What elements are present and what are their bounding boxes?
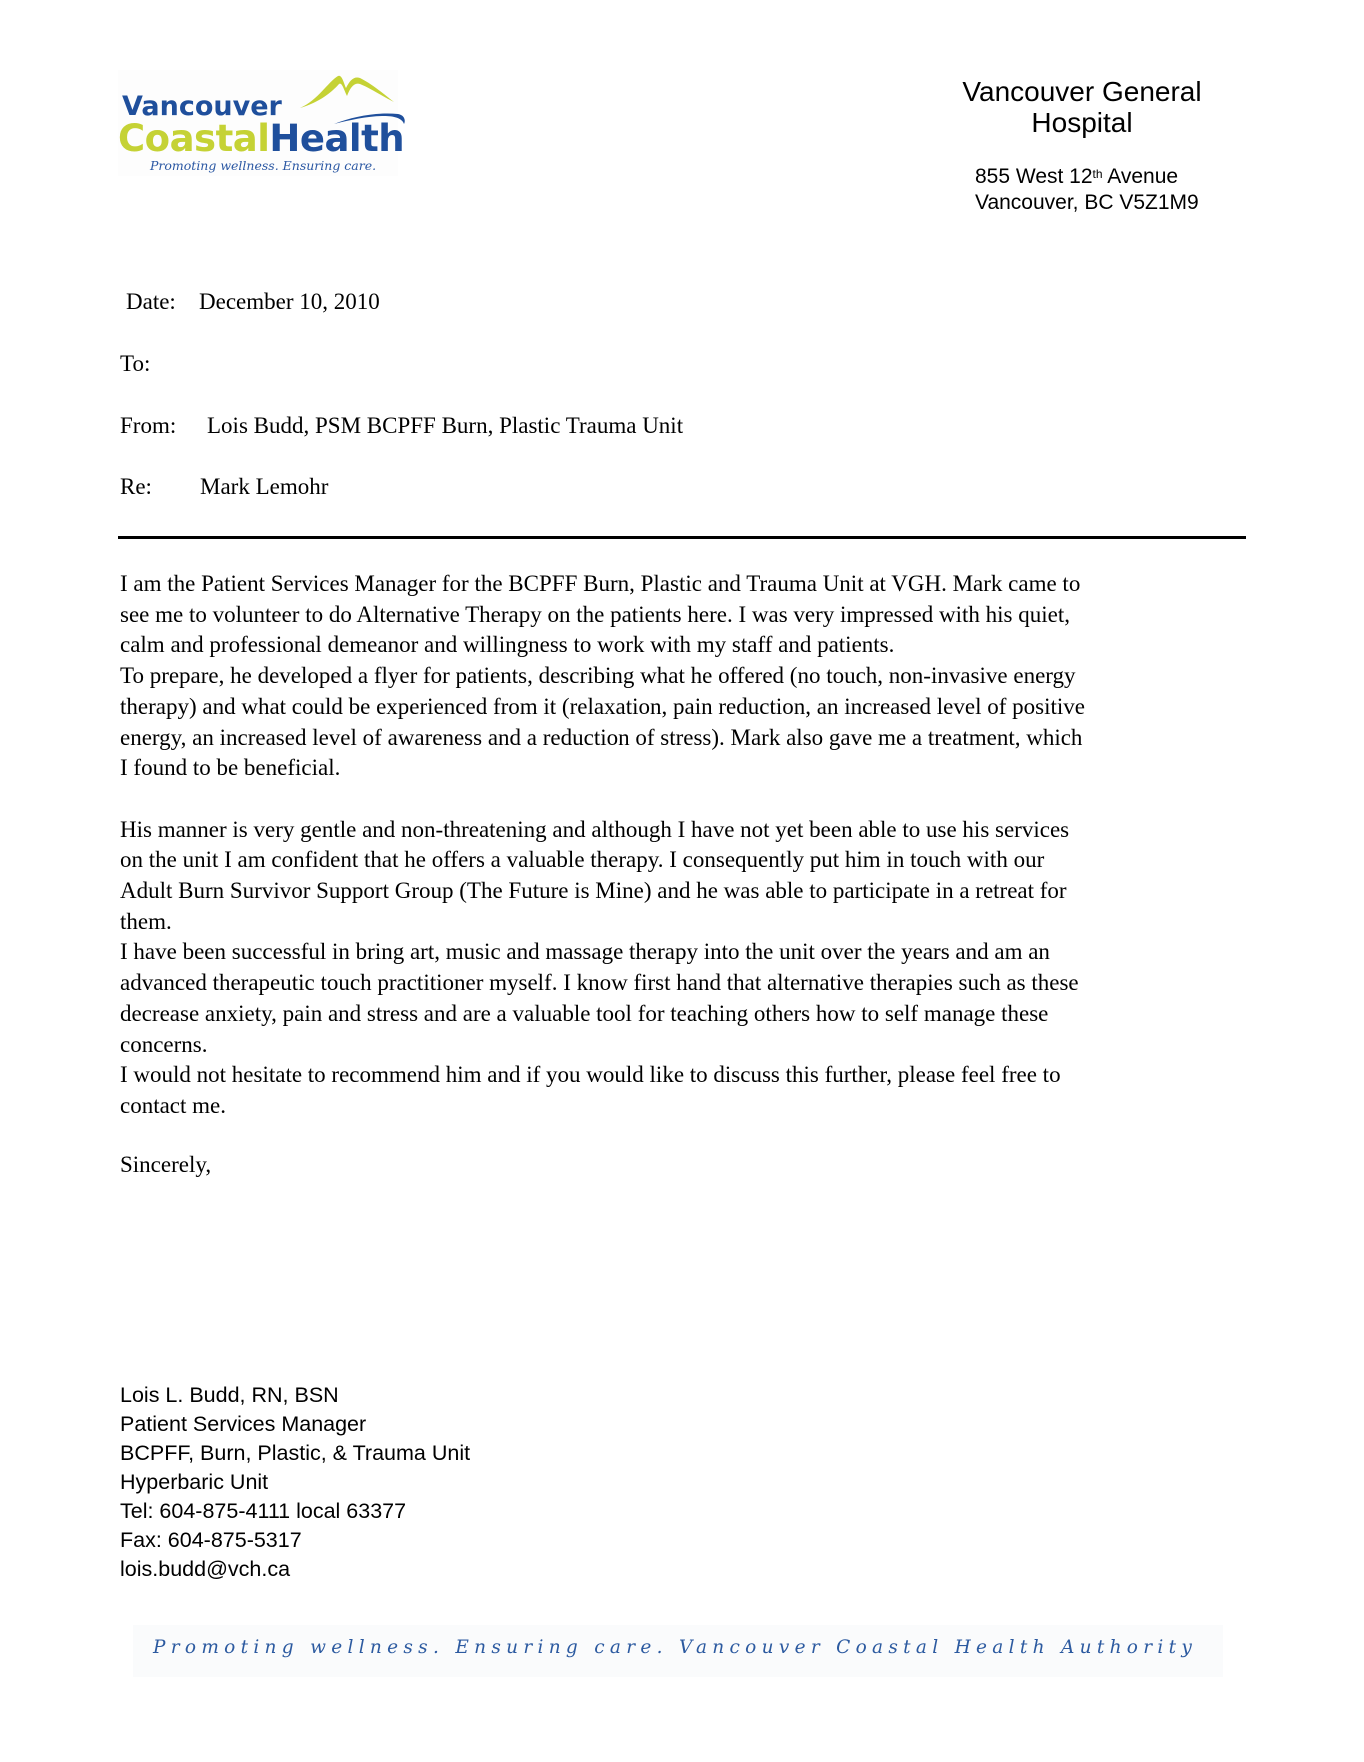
signature-unit-2: Hyperbaric Unit [120,1470,269,1494]
header-divider [118,536,1246,539]
signature-tel: Tel: 604-875-4111 local 63377 [120,1499,407,1523]
memo-date-row [126,289,380,315]
re-label: Re: [120,474,152,499]
letter-body [120,569,1260,1122]
signature-email: lois.budd@vch.ca [120,1557,291,1581]
to-label: To: [120,351,151,376]
address-city: Vancouver, BC V5Z1M9 [975,191,1199,214]
memo-from-row [120,413,683,439]
address-street-name: Avenue [1102,165,1179,188]
address-street [975,164,1199,190]
closing: Sincerely, [120,1152,212,1177]
memo-re-row [120,474,328,500]
logo-word-coastalhealth [118,118,404,160]
footer-banner [133,1625,1223,1677]
logo-tagline: Promoting wellness. Ensuring care. [150,158,377,173]
signature-unit: BCPFF, Burn, Plastic, & Trauma Unit [120,1441,471,1465]
footer-tagline: Promoting wellness. Ensuring care. Vancouver Coastal Health Authority [153,1637,1198,1658]
signature-block [120,1381,470,1584]
logo-word-coastal: Coastal [118,117,270,160]
logo-word-vancouver: Vancouver [122,91,282,122]
signature-name: Lois L. Budd, RN, BSN [120,1383,339,1407]
body-paragraph-2: His manner is very gentle and non-threatening and although I have not yet been able to use his services on the unit I am confident that he offers a valuable therapy. I consequently put him in touch with our Adult Burn Survivor Support Group (The Future is Mine) and he was able to participate in a retreat for them. I have been successful in bring art, music and massage therapy into the unit over the years and am an advanced therapeutic touch practitioner myself. I know first hand that alternative therapies such as these decrease anxiety, pain and stress and are a valuable tool for teaching others how to self manage these concerns. I would not hesitate to recommend him and if you would like to discuss this further, please feel free to contact me. [120,816,1079,1118]
hospital-name: Vancouver General Hospital [962,76,1202,138]
logo-word-health: Health [269,117,405,160]
paragraph-gap [120,784,1260,815]
body-paragraph-1: I am the Patient Services Manager for the BCPFF Burn, Plastic and Trauma Unit at VGH. Mark came to see me to volunteer to do Alternative Therapy on the patients here. I was very impressed with his quiet, calm and professional demeanor and willingness to work with my staff and patients. To prepare, he developed a flyer for patients, describing what he offered (no touch, non-invasive energy therapy) and what could be experienced from it (relaxation, pain reduction, an increased level of positive energy, an increased level of awareness and a reduction of stress). Mark also gave me a treatment, which I found to be beneficial. [120,571,1085,781]
signature-fax: Fax: 604-875-5317 [120,1528,302,1552]
signature-title: Patient Services Manager [120,1412,367,1436]
address-ordinal: th [1092,167,1103,181]
from-label: From: [120,413,177,438]
memo-to-row [120,351,150,377]
date-label: Date: [126,289,176,314]
address-street-number: 855 West 12 [975,165,1093,188]
hospital-address [975,164,1199,216]
vch-logo [118,70,405,176]
date-value: December 10, 2010 [199,289,380,314]
from-value: Lois Budd, PSM BCPFF Burn, Plastic Trauma Unit [207,413,684,438]
re-value: Mark Lemohr [200,474,329,499]
